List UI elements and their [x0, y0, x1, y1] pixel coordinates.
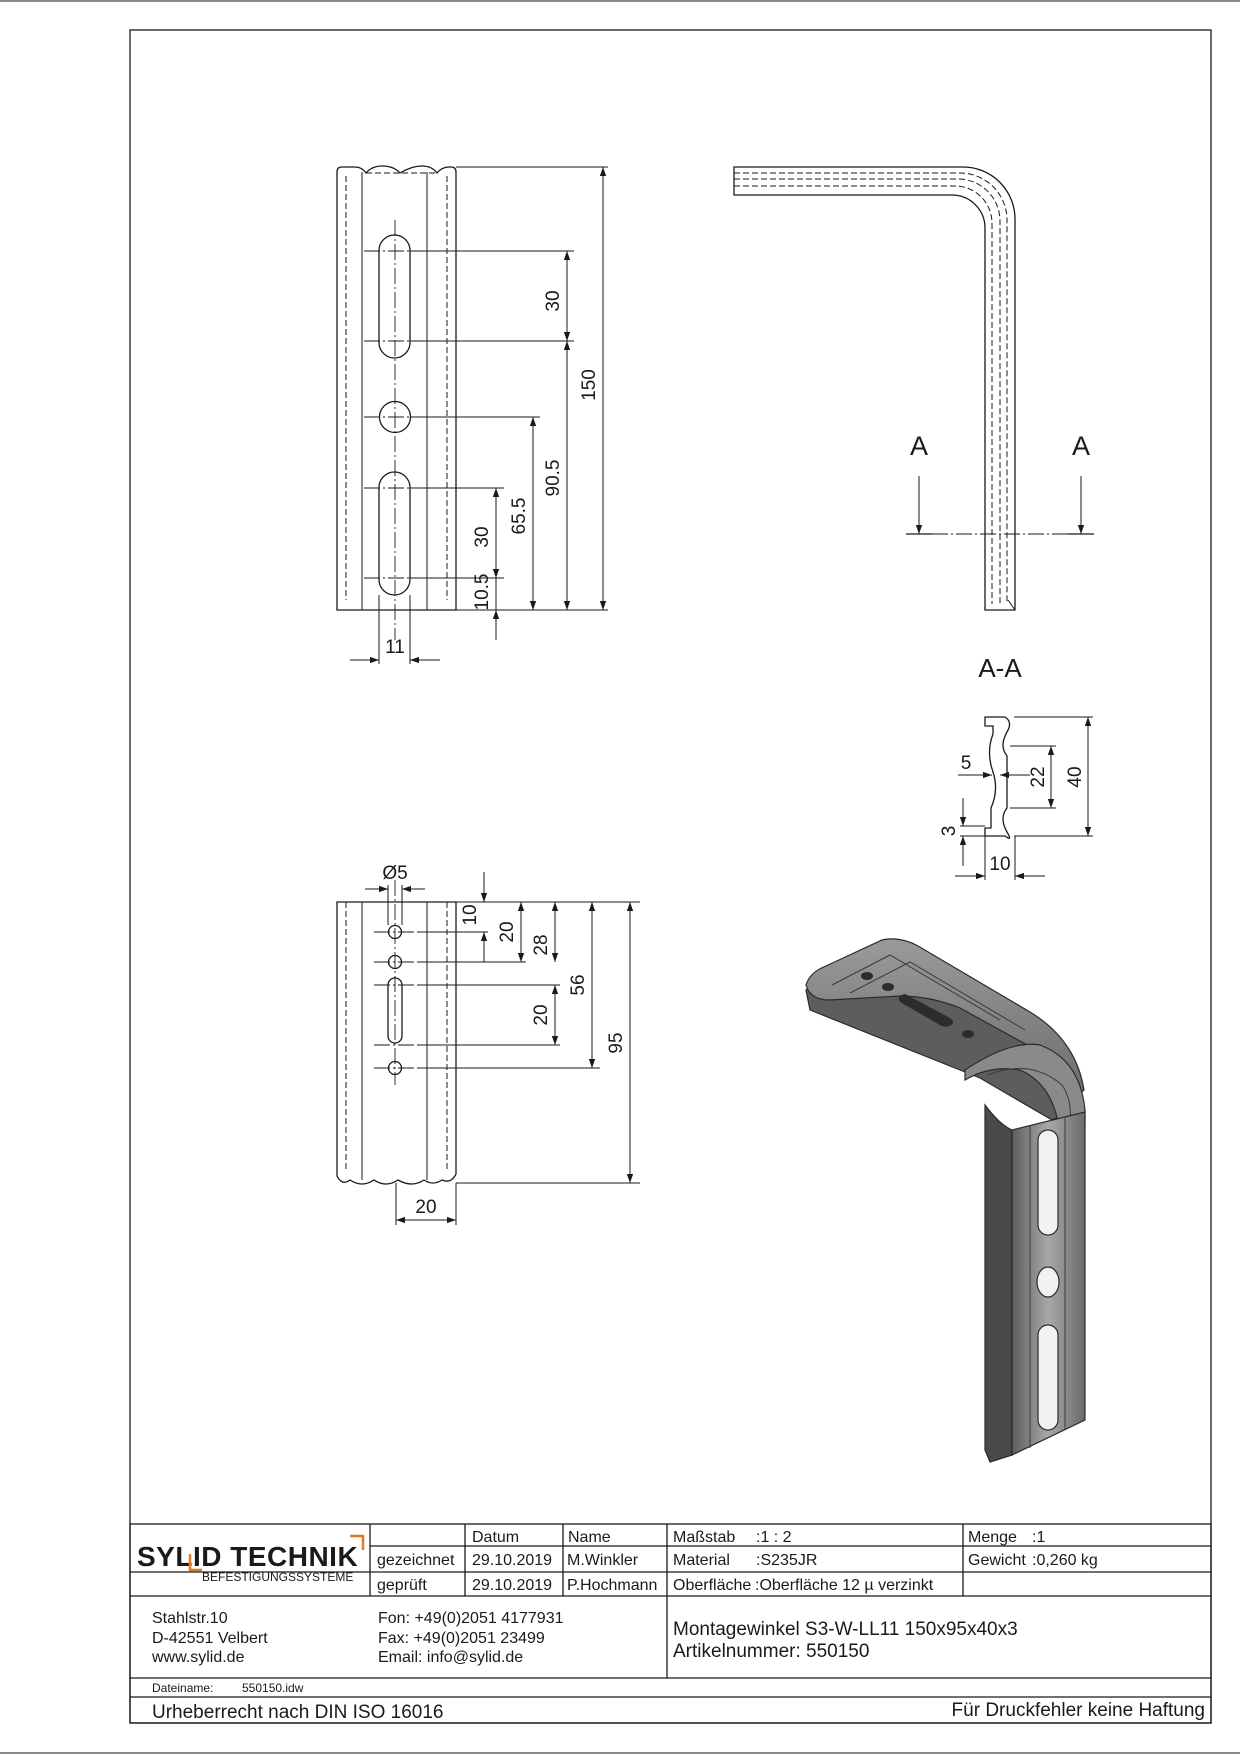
- dim-label-5: 5: [960, 753, 972, 774]
- dim-label-30-top: 30: [543, 290, 564, 312]
- surface-value: :Oberfläche 12 µ verzinkt: [755, 1577, 934, 1594]
- section-title: A-A: [978, 653, 1022, 683]
- disclaimer-notice: Für Druckfehler keine Haftung: [951, 1700, 1205, 1721]
- drawing-frame: [130, 30, 1211, 1723]
- checked-name: P.Hochmann: [567, 1577, 658, 1594]
- file-label: Dateiname:: [152, 1681, 214, 1695]
- top-view: [337, 863, 640, 1225]
- dim-label-28: 28: [531, 934, 552, 956]
- drawn-label: gezeichnet: [377, 1552, 455, 1569]
- section-profile: [985, 717, 1010, 838]
- title-block: [130, 1524, 1211, 1723]
- section-label-right: A: [1071, 431, 1091, 461]
- contact-fax: Fax: +49(0)2051 23499: [378, 1630, 545, 1647]
- scale-label: Maßstab: [673, 1529, 736, 1546]
- front-view: [337, 166, 608, 664]
- dim-label-10-5: 10.5: [472, 573, 493, 611]
- surface-label: Oberfläche: [673, 1577, 752, 1594]
- part-name: Montagewinkel S3-W-LL11 150x95x40x3: [673, 1619, 1018, 1640]
- scale-value: :1 : 2: [756, 1529, 792, 1546]
- l-bracket-outline: [734, 167, 1015, 610]
- header-date: Datum: [472, 1529, 520, 1546]
- dim-label-56: 56: [568, 974, 589, 996]
- dim-label-10: 10: [989, 854, 1011, 875]
- checked-date: 29.10.2019: [472, 1577, 553, 1594]
- logo-tagline: BEFESTIGUNGSSYSTEME: [202, 1570, 354, 1584]
- address-web: www.sylid.de: [152, 1649, 245, 1666]
- section-label-left: A: [909, 431, 929, 461]
- dim-label-65-5: 65.5: [509, 497, 530, 535]
- file-value: 550150.idw: [242, 1681, 304, 1695]
- drawn-date: 29.10.2019: [472, 1552, 553, 1569]
- weight-label: Gewicht: [968, 1552, 1026, 1569]
- dim-label-150: 150: [579, 369, 600, 401]
- dim-label-diameter: Ø5: [382, 863, 408, 884]
- dim-label-95: 95: [606, 1032, 627, 1054]
- contact-phone: Fon: +49(0)2051 4177931: [378, 1610, 564, 1627]
- dim-label-11: 11: [385, 637, 405, 658]
- section-view-a-a: [939, 653, 1093, 880]
- dim-label-20-width: 20: [415, 1197, 437, 1218]
- part-article: Artikelnummer: 550150: [673, 1641, 870, 1662]
- material-label: Material: [673, 1552, 730, 1569]
- header-name: Name: [568, 1529, 611, 1546]
- side-view: [734, 167, 1094, 610]
- slot-upper: [379, 235, 410, 358]
- address-city: D-42551 Velbert: [152, 1630, 268, 1647]
- dim-label-40: 40: [1065, 766, 1086, 788]
- dim-label-10: 10: [460, 904, 481, 926]
- weight-value: :0,260 kg: [1032, 1552, 1098, 1569]
- dim-label-90-5: 90.5: [543, 459, 564, 497]
- quantity-value: :1: [1032, 1529, 1046, 1546]
- front-view-outline: [337, 166, 456, 610]
- dim-label-3: 3: [939, 825, 960, 837]
- dim-label-30-bottom: 30: [472, 526, 493, 548]
- drawn-name: M.Winkler: [567, 1552, 639, 1569]
- copyright-notice: Urheberrecht nach DIN ISO 16016: [152, 1702, 444, 1723]
- checked-label: geprüft: [377, 1577, 427, 1594]
- logo-brand: SYLID TECHNIK: [137, 1541, 359, 1572]
- contact-email: Email: info@sylid.de: [378, 1649, 524, 1666]
- slot-lower: [379, 472, 410, 595]
- company-logo: [137, 1536, 363, 1584]
- quantity-label: Menge: [968, 1529, 1017, 1546]
- isometric-render: [806, 939, 1085, 1462]
- dim-label-22: 22: [1028, 766, 1049, 788]
- material-value: :S235JR: [756, 1552, 818, 1569]
- dim-label-20-top: 20: [497, 921, 518, 943]
- dim-label-20-mid: 20: [531, 1004, 552, 1026]
- address-street: Stahlstr.10: [152, 1610, 228, 1627]
